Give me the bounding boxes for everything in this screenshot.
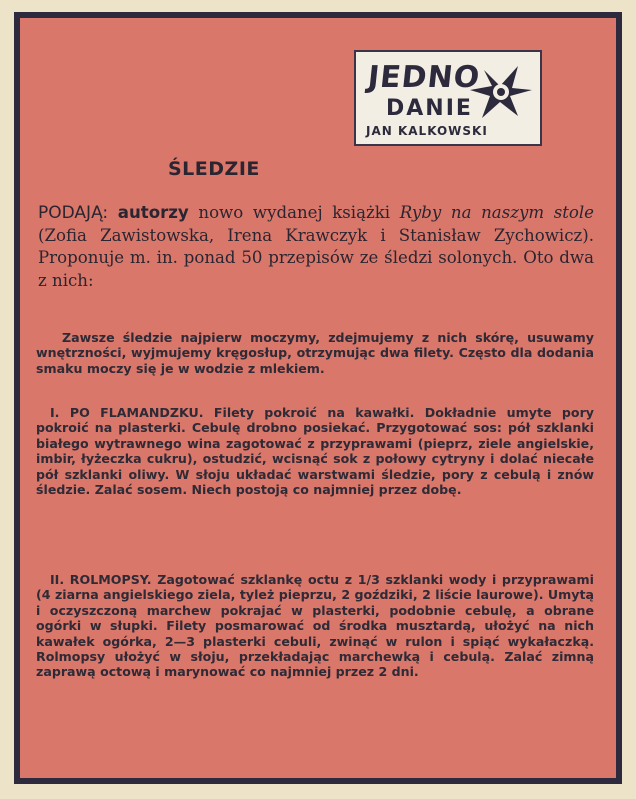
- intro-authors: autorzy: [117, 203, 189, 222]
- book-title: Ryby na naszym stole: [399, 203, 594, 222]
- logo-author: JAN KALKOWSKI: [366, 124, 488, 138]
- recipe-1-text: Filety pokroić na kawałki. Dokładnie umyte pory pokroić na plasterki. Cebulę drobno posiekać. Przygotować sos: pół szklanki białego wytrawnego wina zagotować z przyprawami (pieprz, ziele angielskie, imbir, łyżeczka cukru), ostudzić, wcisnąć sok z połowy cytryny i dolać niecałe pół szklanki oliwy. W słoju układać warstwami śledzie, pory z cebulą i znów śledzie. Zalać sosem. Niech postoją co najmniej przez dobę.: [36, 405, 594, 498]
- recipe-2-heading: II. ROLMOPSY.: [50, 572, 152, 587]
- preparation-paragraph: Zawsze śledzie najpierw moczymy, zdejmujemy z nich skórę, usuwamy wnętrzności, wyjmujemy kręgosłup, otrzymując dwa filety. Często dla dodania smaku moczy się je w wodzie z mlekiem.: [36, 330, 594, 376]
- recipe-2-text: Zagotować szklankę octu z 1/3 szklanki wody i przyprawami (4 ziarna angielskiego ziela, tyleż pieprzu, 2 goździki, 2 liście laurowe). Umytą i oczyszczoną marchew pokrajać w plasterki, podobnie cebulę, a obrane ogórki w słupki. Filety posmarować od środka musztardą, ułożyć na nich kawałek ogórka, 2—3 plasterki cebuli, zwinąć w rulon i spiąć wykałaczką. Rolmopsy ułożyć w słoju, przekładając marchewką i cebulą. Zalać zimną zaprawą octową i marynować co najmniej przez 2 dni.: [36, 572, 594, 680]
- recipe-1: [36, 405, 594, 497]
- logo-line-1: JEDNO: [366, 60, 483, 95]
- logo-line-2: DANIE: [386, 96, 473, 121]
- intro-paragraph: [38, 202, 594, 292]
- fish-emblem-icon: [466, 60, 536, 122]
- intro-lead: PODAJĄ:: [38, 203, 109, 223]
- recipe-1-heading: I. PO FLAMANDZKU.: [50, 405, 204, 420]
- intro-text-2: (Zofia Zawistowska, Irena Krawczyk i Stanisław Zychowicz). Proponuje m. in. ponad 50 przepisów ze śledzi solonych. Oto dwa z nich:: [38, 225, 594, 290]
- article-title: ŚLEDZIE: [168, 158, 260, 180]
- column-logo: [354, 50, 542, 146]
- intro-text-1: nowo wydanej książki: [188, 203, 400, 222]
- recipe-2: [36, 572, 594, 680]
